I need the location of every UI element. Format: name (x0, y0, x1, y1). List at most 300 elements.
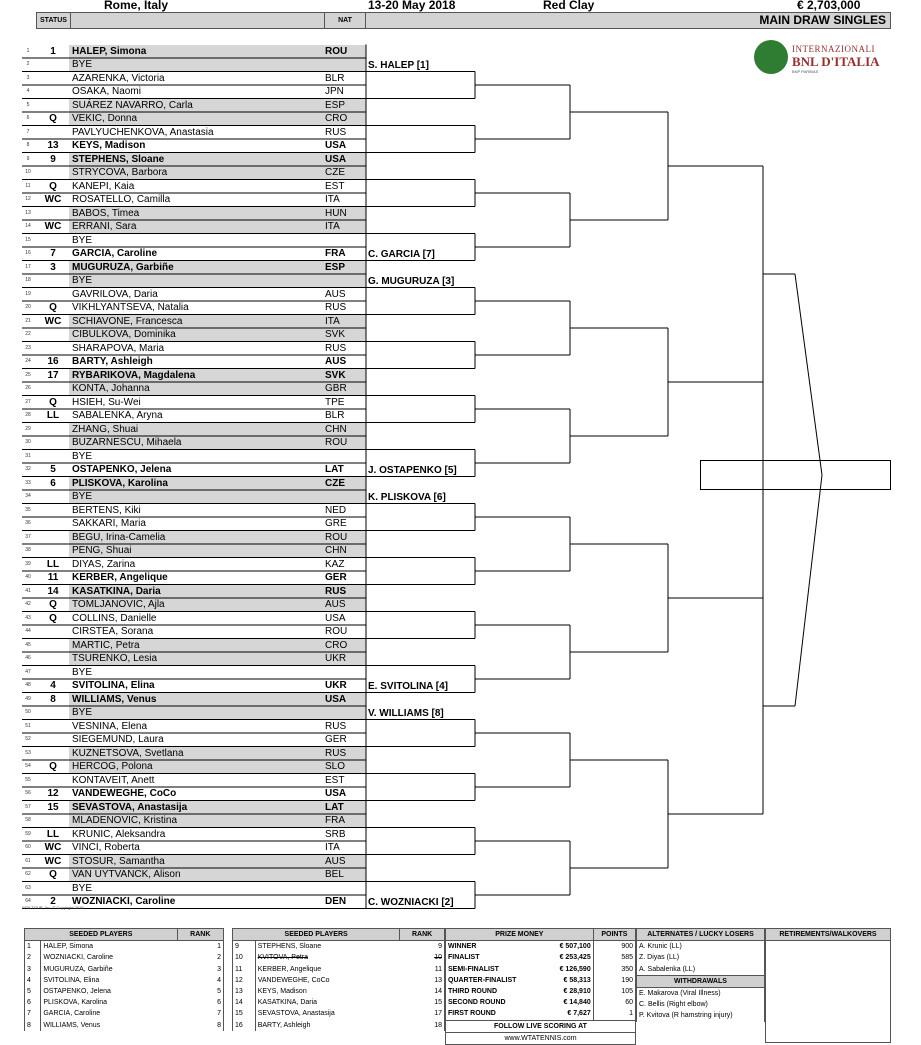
seeded-rank: 10 (400, 952, 445, 963)
ranking-points: 900 (593, 941, 635, 953)
ranking-points: 585 (593, 952, 635, 963)
seed-status: LL (46, 410, 60, 421)
seeded-players-table-1 (24, 928, 224, 1031)
player-name: MLADENOVIC, Kristina (72, 815, 178, 826)
player-name: KRUNIC, Aleksandra (72, 828, 166, 840)
player-nationality: ESP (325, 261, 346, 273)
draw-row (0, 99, 366, 113)
player-name: KASATKINA, Daria (72, 585, 161, 597)
player-nationality: CRO (325, 113, 348, 124)
draw-row (0, 288, 366, 302)
draw-position: 11 (25, 182, 31, 189)
alternate-entry: Z. Diyas (LL) (637, 952, 765, 963)
follow-live-scoring: FOLLOW LIVE SCORING AT (446, 1020, 636, 1032)
withdrawal-entry: P. Kvitova (R hamstring injury) (637, 1010, 765, 1021)
player-nationality: JPN (325, 86, 344, 97)
player-nationality: SVK (325, 369, 346, 381)
seed-number: 13 (233, 986, 256, 997)
round2-winner: S. HALEP [1] (368, 59, 429, 71)
draw-position: 63 (25, 884, 31, 891)
seeded-row (233, 941, 445, 953)
player-name: GAVRILOVA, Daria (72, 288, 158, 300)
draw-row (0, 517, 366, 531)
draw-row (0, 207, 366, 221)
player-name: SVITOLINA, Elina (72, 680, 155, 691)
draw-position: 1 (26, 47, 30, 54)
player-nationality: GRE (325, 518, 347, 529)
player-name: WILLIAMS, Venus (72, 693, 157, 705)
prize-amount: € 28,910 (563, 988, 591, 996)
seeded-player-name: BARTY, Ashleigh (255, 1020, 400, 1031)
draw-position: 62 (25, 871, 31, 877)
seed-status: Q (49, 180, 57, 192)
title-bar (36, 12, 891, 29)
draw-row (0, 126, 366, 140)
player-name: PAVLYUCHENKOVA, Anastasia (72, 126, 214, 138)
draw-row (0, 774, 366, 788)
player-nationality: ROU (325, 437, 348, 448)
draw-position: 58 (25, 817, 31, 823)
seed-status: Q (49, 113, 57, 124)
seeded-players-table-2 (232, 928, 445, 1031)
seeded-header: SEEDED PLAYERS (25, 929, 178, 941)
seeded-row (233, 986, 445, 997)
player-nationality: AUS (325, 599, 346, 610)
prize-row (446, 952, 636, 963)
seeded-header: SEEDED PLAYERS (233, 929, 400, 941)
rank-header: RANK (177, 929, 223, 941)
retirements-body (766, 941, 891, 1043)
seeded-player-name: SEVASTOVA, Anastasija (255, 1008, 400, 1019)
player-name: HALEP, Simona (72, 45, 147, 57)
draw-position: 57 (25, 803, 31, 810)
draw-row (0, 733, 366, 747)
draw-row (0, 409, 366, 423)
seed-status: 14 (47, 585, 59, 597)
draw-position: 38 (25, 547, 31, 553)
seeded-player-name: MUGURUZA, Garbiñe (41, 964, 177, 975)
player-nationality: ESP (325, 99, 346, 111)
prize-amount: € 126,590 (559, 965, 591, 973)
draw-row (0, 639, 366, 653)
draw-position: 15 (25, 236, 31, 243)
player-name: KEYS, Madison (72, 140, 146, 151)
draw-position: 34 (25, 493, 31, 499)
draw-position: 43 (25, 614, 31, 621)
logo-line-1: INTERNAZIONALI (792, 44, 875, 54)
seed-number: 7 (25, 1008, 41, 1019)
player-nationality: SRB (325, 828, 346, 840)
draw-row (0, 841, 366, 855)
seed-status: 9 (50, 153, 56, 165)
draw-position: 17 (25, 263, 31, 270)
draw-row (0, 220, 366, 234)
draw-row (0, 679, 366, 693)
player-nationality: RUS (325, 747, 347, 759)
seeded-player-name: STEPHENS, Sloane (255, 941, 400, 953)
draw-row (0, 612, 366, 626)
player-nationality: BEL (325, 869, 344, 880)
player-name: KONTA, Johanna (72, 383, 150, 394)
draw-position: 59 (25, 830, 31, 837)
draw-row (0, 504, 366, 518)
seeded-row (25, 941, 224, 953)
draw-position: 27 (25, 398, 31, 405)
seeded-player-name: WILLIAMS, Venus (41, 1020, 177, 1031)
tournament-logo (754, 38, 894, 78)
draw-row (0, 760, 366, 774)
seeded-player-name: PLISKOVA, Karolina (41, 997, 177, 1008)
prize-round: SEMI-FINALIST (446, 964, 545, 975)
round2-winner: E. SVITOLINA [4] (368, 680, 449, 692)
nat-column-header: NAT (324, 13, 366, 28)
seeded-rank: 9 (400, 941, 445, 953)
seeded-row (233, 975, 445, 986)
player-nationality: USA (325, 140, 347, 151)
seeded-player-name: VANDEWEGHE, CoCo (255, 975, 400, 986)
draw-position: 25 (25, 371, 31, 378)
draw-position: 54 (25, 763, 31, 769)
player-name: BYE (72, 59, 93, 70)
alternates-table (636, 928, 765, 1022)
tournament-dates: 13-20 May 2018 (368, 0, 456, 12)
seeded-row (233, 952, 445, 963)
round2-winner: C. WOZNIACKI [2] (368, 896, 454, 908)
draw-position: 4 (26, 88, 30, 94)
player-name: KERBER, Angelique (72, 572, 168, 583)
seed-status: 3 (50, 261, 56, 273)
alternate-entry: A. Sabalenka (LL) (637, 964, 765, 976)
seed-number: 16 (233, 1020, 256, 1031)
seeded-rank: 15 (400, 997, 445, 1008)
draw-row (0, 801, 366, 815)
draw-row (0, 531, 366, 545)
player-name: ZHANG, Shuai (72, 423, 139, 435)
round2-winner: V. WILLIAMS [8] (368, 707, 444, 719)
player-nationality: HUN (325, 207, 347, 219)
draw-position: 37 (25, 533, 31, 540)
draw-row (0, 58, 366, 72)
draw-position: 16 (25, 250, 31, 256)
seed-number: 5 (25, 986, 41, 997)
seed-number: 10 (233, 952, 256, 963)
draw-row (0, 652, 366, 666)
player-nationality: USA (325, 788, 347, 799)
draw-row (0, 828, 366, 842)
draw-position: 14 (25, 223, 31, 229)
seeded-rank: 2 (177, 952, 223, 963)
draw-row (0, 423, 366, 437)
draw-row (0, 787, 366, 801)
draw-position: 52 (25, 736, 31, 742)
seeded-rank: 6 (177, 997, 223, 1008)
player-name: CIRSTEA, Sorana (72, 626, 154, 637)
player-nationality: RUS (325, 342, 347, 354)
prize-row (446, 964, 636, 975)
player-nationality: BLR (325, 72, 345, 84)
player-name: PLISKOVA, Karolina (72, 477, 168, 489)
ranking-points: 1 (593, 1008, 635, 1020)
player-nationality: FRA (325, 248, 346, 259)
draw-position: 2 (26, 61, 30, 67)
tennis-ball-icon (754, 40, 788, 74)
seeded-rank: 4 (177, 975, 223, 986)
player-nationality: EST (325, 180, 345, 192)
seed-status: 16 (47, 356, 59, 367)
seed-number: 14 (233, 997, 256, 1008)
bracket-line (795, 274, 822, 475)
seed-number: 3 (25, 964, 41, 975)
draw-row (0, 396, 366, 410)
player-name: SUÁREZ NAVARRO, Carla (72, 99, 193, 111)
withdrawal-entry: E. Makarova (Viral Illness) (637, 987, 765, 999)
prize-header: PRIZE MONEY (446, 929, 594, 941)
player-nationality: RUS (325, 302, 347, 313)
seed-status: WC (44, 221, 62, 232)
draw-row (0, 693, 366, 707)
seed-status: 8 (50, 693, 56, 705)
seeded-player-name: GARCIA, Caroline (41, 1008, 177, 1019)
draw-row (0, 355, 366, 369)
seeded-row (25, 986, 224, 997)
seed-status: 15 (47, 801, 59, 813)
player-name: SAKKARI, Maria (72, 518, 146, 529)
player-nationality: AUS (325, 855, 346, 867)
draw-title: MAIN DRAW SINGLES (759, 13, 886, 27)
prize-amount: € 507,100 (559, 943, 591, 951)
seeded-row (233, 997, 445, 1008)
seeded-rank: 14 (400, 986, 445, 997)
player-name: AZARENKA, Victoria (72, 72, 165, 84)
player-name: BUZARNESCU, Mihaela (72, 437, 182, 448)
seed-status: WC (44, 194, 62, 205)
retirements-table (765, 928, 891, 1043)
player-name: SCHIAVONE, Francesca (72, 315, 183, 327)
draw-row (0, 112, 366, 126)
draw-row (0, 234, 366, 248)
player-name: TSURENKO, Lesia (72, 653, 158, 664)
player-nationality: CZE (325, 477, 345, 489)
draw-row (0, 315, 366, 329)
player-nationality: UKR (325, 653, 347, 664)
draw-row (0, 544, 366, 558)
seed-status: Q (49, 612, 57, 624)
draw-row (0, 855, 366, 869)
player-name: WOZNIACKI, Caroline (72, 896, 176, 907)
draw-position: 64 (25, 898, 31, 904)
draw-position: 31 (25, 452, 31, 459)
draw-position: 53 (25, 749, 31, 756)
prize-amount: € 7,627 (567, 1010, 591, 1018)
draw-row (0, 193, 366, 207)
round2-winner: G. MUGURUZA [3] (368, 275, 455, 287)
draw-row (0, 85, 366, 99)
player-nationality: CZE (325, 167, 345, 178)
player-nationality: NED (325, 504, 347, 516)
points-header: POINTS (593, 929, 635, 941)
tournament-prize: € 2,703,000 (797, 0, 861, 12)
prize-amount: € 253,425 (559, 954, 591, 962)
player-name: OSTAPENKO, Jelena (72, 464, 172, 475)
player-name: BYE (72, 882, 93, 894)
player-nationality: CRO (325, 639, 348, 651)
draw-position: 56 (25, 790, 31, 796)
draw-row (0, 706, 366, 720)
prize-row (446, 997, 636, 1008)
seed-status: 2 (50, 896, 56, 907)
draw-position: 46 (25, 655, 31, 661)
seed-status: 12 (47, 788, 59, 799)
seed-status: 5 (50, 464, 56, 475)
player-name: VANDEWEGHE, CoCo (72, 788, 177, 799)
player-nationality: KAZ (325, 558, 345, 570)
draw-row (0, 72, 366, 86)
seeded-rank: 13 (400, 975, 445, 986)
draw-position: 29 (25, 425, 31, 432)
draw-position: 20 (25, 304, 31, 310)
draw-row (0, 666, 366, 680)
draw-position: 50 (25, 709, 31, 715)
draw-position: 9 (26, 155, 30, 162)
draw-position: 10 (25, 169, 31, 175)
player-nationality: SVK (325, 329, 346, 340)
draw-row (0, 882, 366, 896)
player-nationality: RUS (325, 585, 347, 597)
draw-position: 12 (25, 196, 31, 202)
player-name: HERCOG, Polona (72, 761, 153, 772)
seeded-player-name: KASATKINA, Daria (255, 997, 400, 1008)
player-nationality: UKR (325, 680, 347, 691)
draw-row (0, 747, 366, 761)
player-name: MUGURUZA, Garbiñe (72, 261, 174, 273)
draw-row (0, 625, 366, 639)
seeded-player-name: OSTAPENKO, Jelena (41, 986, 177, 997)
player-name: VESNINA, Elena (72, 720, 148, 732)
player-nationality: AUS (325, 356, 347, 367)
seed-status: 4 (50, 680, 56, 691)
draw-position: 44 (25, 628, 31, 634)
draw-position: 61 (25, 857, 31, 864)
draw-position: 5 (26, 101, 30, 108)
prize-round: WINNER (446, 941, 545, 953)
draw-position: 33 (25, 479, 31, 486)
player-name: CIBULKOVA, Dominika (72, 329, 176, 340)
player-name: BYE (72, 450, 93, 462)
website-link[interactable]: www.WTATENNIS.com (446, 1032, 636, 1044)
draw-row (0, 301, 366, 315)
player-name: BERTENS, Kiki (72, 504, 141, 516)
draw-position: 48 (25, 682, 31, 688)
draw-position: 3 (26, 74, 30, 81)
player-name: KONTAVEIT, Anett (72, 774, 155, 786)
winner-box (700, 460, 891, 490)
draw-row (0, 463, 366, 477)
logo-line-3: BNP PARIBAS (792, 69, 819, 74)
draw-position: 6 (26, 115, 30, 121)
seed-status: 1 (50, 45, 56, 57)
player-name: STEPHENS, Sloane (72, 153, 165, 165)
player-name: HSIEH, Su-Wei (72, 396, 141, 408)
draw-position: 13 (25, 209, 31, 216)
seed-number: 12 (233, 975, 256, 986)
player-nationality: LAT (325, 464, 344, 475)
player-name: TOMLJANOVIC, Ajla (72, 599, 165, 610)
player-nationality: GBR (325, 383, 347, 394)
player-name: BYE (72, 491, 93, 502)
player-nationality: EST (325, 774, 345, 786)
seeded-row (25, 1008, 224, 1019)
draw-row (0, 45, 366, 59)
prize-amount: € 14,840 (563, 999, 591, 1007)
seed-status: 17 (47, 369, 59, 381)
player-name: ROSATELLO, Camilla (72, 194, 171, 205)
draw-position: 45 (25, 641, 31, 648)
withdrawals-header: WITHDRAWALS (637, 975, 765, 987)
rank-header: RANK (400, 929, 445, 941)
draw-position: 41 (25, 587, 31, 594)
player-nationality: ROU (325, 531, 348, 543)
player-name: VIKHLYANTSEVA, Natalia (72, 302, 189, 313)
draw-row (0, 490, 366, 504)
draw-row (0, 477, 366, 491)
player-name: RYBARIKOVA, Magdalena (72, 369, 196, 381)
seeded-player-name: KVITOVA, Petra (255, 952, 400, 963)
player-name: VAN UYTVANCK, Alison (72, 869, 181, 880)
player-name: GARCIA, Caroline (72, 248, 158, 259)
seed-status: LL (46, 558, 60, 570)
seed-status: Q (49, 869, 57, 880)
draw-row (0, 342, 366, 356)
draw-position: 42 (25, 601, 31, 607)
seed-number: 9 (233, 941, 256, 953)
draw-row (0, 720, 366, 734)
seed-status: Q (49, 599, 57, 610)
prize-round: FIRST ROUND (446, 1008, 545, 1020)
status-column-header: STATUS (37, 13, 71, 28)
ranking-points: 350 (593, 964, 635, 975)
draw-position: 19 (25, 290, 31, 297)
copyright: WTA TOUR, Inc. © Copyright 2016 (22, 905, 84, 910)
player-nationality: ITA (325, 221, 340, 232)
prize-round: THIRD ROUND (446, 986, 545, 997)
draw-position: 49 (25, 695, 31, 702)
player-nationality: FRA (325, 815, 345, 826)
draw-position: 36 (25, 520, 31, 526)
seeded-row (25, 1020, 224, 1031)
player-nationality: USA (325, 612, 346, 624)
seed-status: WC (44, 855, 62, 867)
prize-row (446, 975, 636, 986)
player-nationality: ITA (325, 194, 340, 205)
draw-position: 24 (25, 358, 31, 364)
draw-position: 35 (25, 506, 31, 513)
draw-position: 40 (25, 574, 31, 580)
tournament-location: Rome, Italy (104, 0, 169, 12)
seeded-row (25, 964, 224, 975)
draw-position: 21 (25, 317, 31, 324)
draw-position: 32 (25, 466, 31, 472)
seed-number: 4 (25, 975, 41, 986)
player-nationality: TPE (325, 396, 345, 408)
draw-position: 51 (25, 722, 31, 729)
player-name: SABALENKA, Aryna (72, 410, 163, 421)
draw-row (0, 274, 366, 288)
draw-position: 22 (25, 331, 31, 337)
player-name: SHARAPOVA, Maria (72, 342, 165, 354)
seeded-row (25, 997, 224, 1008)
player-nationality: DEN (325, 896, 347, 907)
seed-status: LL (46, 828, 60, 840)
